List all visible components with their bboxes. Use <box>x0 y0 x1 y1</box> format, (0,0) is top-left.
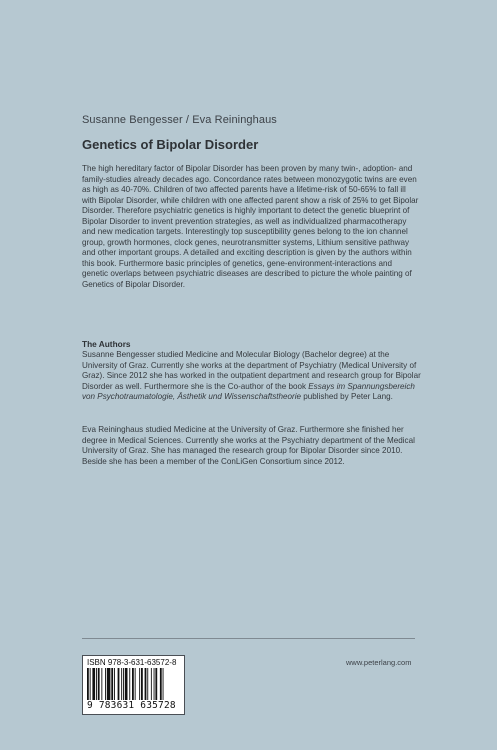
divider-line <box>82 638 415 639</box>
publisher-website: www.peterlang.com <box>346 658 412 667</box>
book-description: The high hereditary factor of Bipolar Disorder has been proven by many twin-, adoption- and family-studies already decades ago. Concordance rates between monozygotic twins are even as high as 40-70%. Children of two affected parents have a lifetime-risk of 50-65% to fall ill with Bipolar Disorder, while children with one affected parent show a risk of 25% to get Bipolar Disorder. Therefore psychiatric genetics is highly important to detect the genetic blueprint of Bipolar Disorder to invent prevention strategies, as well as individualized pharmacotherapy and new medication targets. Interestingly top susceptibility genes belong to the ion channel group, growth hormones, clock genes, neurotransmitter systems, Lithium sensitive pathway and other important groups. A detailed and exciting description is given by the authors within this book. Furthermore basic principles of genetics, gene-environment-interactions and genetic overlaps between psychiatric diseases are described to picture the whole painting of Genetics of Bipolar Disorder. <box>82 164 419 289</box>
author-bio-reininghaus: Eva Reininghaus studied Medicine at the University of Graz. Furthermore she finished her degree in Medical Sciences. Currently she works at the Psychiatry department of the Medical University of Graz. She has managed the research group for Bipolar Disorder since 2010. Beside she has been a member of the ConLiGen Consortium since 2012. <box>82 425 415 466</box>
bio-text-end: published by Peter Lang. <box>301 392 393 401</box>
barcode <box>82 655 185 715</box>
author-bio-bengesser <box>82 350 422 403</box>
book-title: Genetics of Bipolar Disorder <box>82 137 259 152</box>
bio-text: Susanne Bengesser studied Medicine and Molecular Biology (Bachelor degree) at the University of Graz. Currently she works at the department of Psychiatry (Medical University of Graz). Since 2012 she has worked in the outpatient department and research group for Bipolar Disorder as well. Furthermore she is the Co-author of the book <box>82 350 421 391</box>
isbn-label: ISBN 978-3-631-63572-8 <box>87 658 177 667</box>
barcode-bars <box>87 668 180 700</box>
ean-digits: 9 783631 635728 <box>87 700 176 711</box>
book-title-italic: Essays im Spannungsbereich von Psychotraumatologie, Ästhetik und Wissenschaftstheorie <box>82 381 415 401</box>
authors-line: Susanne Bengesser / Eva Reininghaus <box>82 114 277 126</box>
authors-heading: The Authors <box>82 339 131 349</box>
